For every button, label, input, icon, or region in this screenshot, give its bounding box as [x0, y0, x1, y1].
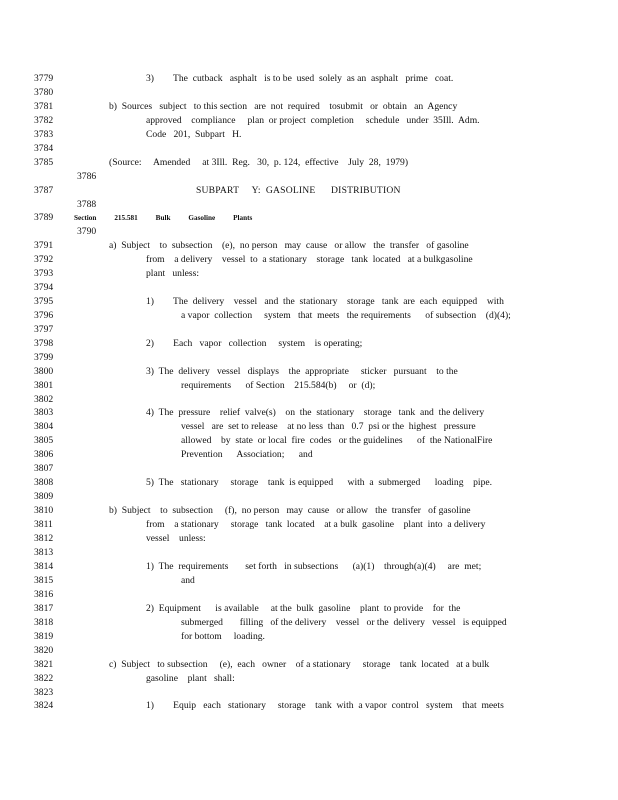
line-number: 3788	[77, 199, 97, 210]
line-number: 3804	[34, 421, 54, 432]
text-line: c) Subject to subsection (e), each owner of a stationary storage tank located at a bulk	[109, 659, 490, 670]
text-line: b) Sources subject to this section are not required tosubmit or obtain an Agency	[109, 101, 458, 112]
line-number: 3819	[34, 631, 54, 642]
line-number: 3821	[34, 659, 54, 670]
line-number: 3820	[34, 645, 54, 656]
line-number: 3800	[34, 366, 54, 377]
line-number: 3797	[34, 324, 54, 335]
text-line: a) Subject to subsection (e), no person may cause or allow the transfer of gasoline	[109, 240, 469, 251]
line-number: 3808	[34, 477, 54, 488]
line-number: 3816	[34, 589, 54, 600]
text-line: gasoline plant shall:	[146, 673, 235, 684]
line-number: 3812	[34, 533, 54, 544]
line-number: 3814	[34, 561, 54, 572]
text-line: a vapor collection system that meets the requirements of subsection (d)(4);	[181, 310, 511, 321]
line-number: 3807	[34, 463, 54, 474]
line-number: 3789	[34, 212, 54, 223]
line-number: 3791	[34, 240, 54, 251]
text-line: from a delivery vessel to a stationary storage tank located at a bulkgasoline	[146, 254, 473, 265]
text-line: and	[181, 575, 195, 586]
line-number: 3781	[34, 101, 54, 112]
text-line: plant unless:	[146, 268, 200, 279]
text-line: 1) Equip each stationary storage tank with a vapor control system that meets	[146, 700, 504, 711]
line-number: 3813	[34, 547, 54, 558]
line-number: 3801	[34, 380, 54, 391]
line-number: 3810	[34, 505, 54, 516]
text-line: allowed by state or local fire codes or the guidelines of the NationalFire	[181, 435, 493, 446]
text-line: requirements of Section 215.584(b) or (d);	[181, 380, 376, 391]
text-line: Code 201, Subpart H.	[146, 129, 242, 140]
text-line: 2) Each vapor collection system is operating;	[146, 338, 363, 349]
line-number: 3783	[34, 129, 54, 140]
text-line: from a stationary storage tank located at a bulk gasoline plant into a delivery	[146, 519, 486, 530]
line-number: 3787	[34, 185, 54, 196]
text-line: 3) The cutback asphalt is to be used solely as an asphalt prime coat.	[146, 73, 454, 84]
line-number: 3790	[77, 226, 97, 237]
line-number: 3815	[34, 575, 54, 586]
text-line: (Source: Amended at 3Ill. Reg. 30, p. 124, effective July 28, 1979)	[109, 157, 409, 168]
line-number: 3802	[34, 394, 54, 405]
text-line: vessel are set to release at no less than 0.7 psi or the highest pressure	[181, 421, 476, 432]
line-number: 3799	[34, 352, 54, 363]
line-number: 3809	[34, 491, 54, 502]
text-line: 4) The pressure relief valve(s) on the stationary storage tank and the delivery	[146, 407, 485, 418]
text-line: 3) The delivery vessel displays the appropriate sticker pursuant to the	[146, 366, 458, 377]
line-number: 3803	[34, 407, 54, 418]
text-line: 1) The delivery vessel and the stationary storage tank are each equipped with	[146, 296, 504, 307]
line-number: 3793	[34, 268, 54, 279]
text-line: for bottom loading.	[181, 631, 265, 642]
line-number: 3818	[34, 617, 54, 628]
line-number: 3780	[34, 87, 54, 98]
text-line: 2) Equipment is available at the bulk gasoline plant to provide for the	[146, 603, 461, 614]
line-number: 3805	[34, 435, 54, 446]
line-number: 3784	[34, 143, 54, 154]
line-number: 3798	[34, 338, 54, 349]
text-line: b) Subject to subsection (f), no person may cause or allow the transfer of gasoline	[109, 505, 471, 516]
text-line: approved compliance plan or project completion schedule under 35Ill. Adm.	[146, 115, 480, 126]
text-line: 1) The requirements set forth in subsections (a)(1) through(a)(4) are met;	[146, 561, 482, 572]
line-number: 3795	[34, 296, 54, 307]
line-number: 3785	[34, 157, 54, 168]
text-line: Prevention Association; and	[181, 449, 313, 460]
line-number: 3811	[34, 519, 53, 530]
line-number: 3817	[34, 603, 54, 614]
line-number: 3823	[34, 687, 54, 698]
line-number: 3806	[34, 449, 54, 460]
line-number: 3792	[34, 254, 54, 265]
line-number: 3786	[77, 171, 97, 182]
line-number: 3794	[34, 282, 54, 293]
line-number: 3782	[34, 115, 54, 126]
section-title: Section 215.581 Bulk Gasoline Plants	[74, 214, 253, 222]
text-line: submerged filling of the delivery vessel or the delivery vessel is equipped	[181, 617, 507, 628]
line-number: 3796	[34, 310, 54, 321]
line-number: 3824	[34, 700, 54, 711]
line-number: 3779	[34, 73, 54, 84]
text-line: vessel unless:	[146, 533, 206, 544]
line-number: 3822	[34, 673, 54, 684]
text-line: 5) The stationary storage tank is equipped with a submerged loading pipe.	[146, 477, 493, 488]
section-heading: SUBPART Y: GASOLINE DISTRIBUTION	[196, 185, 401, 196]
